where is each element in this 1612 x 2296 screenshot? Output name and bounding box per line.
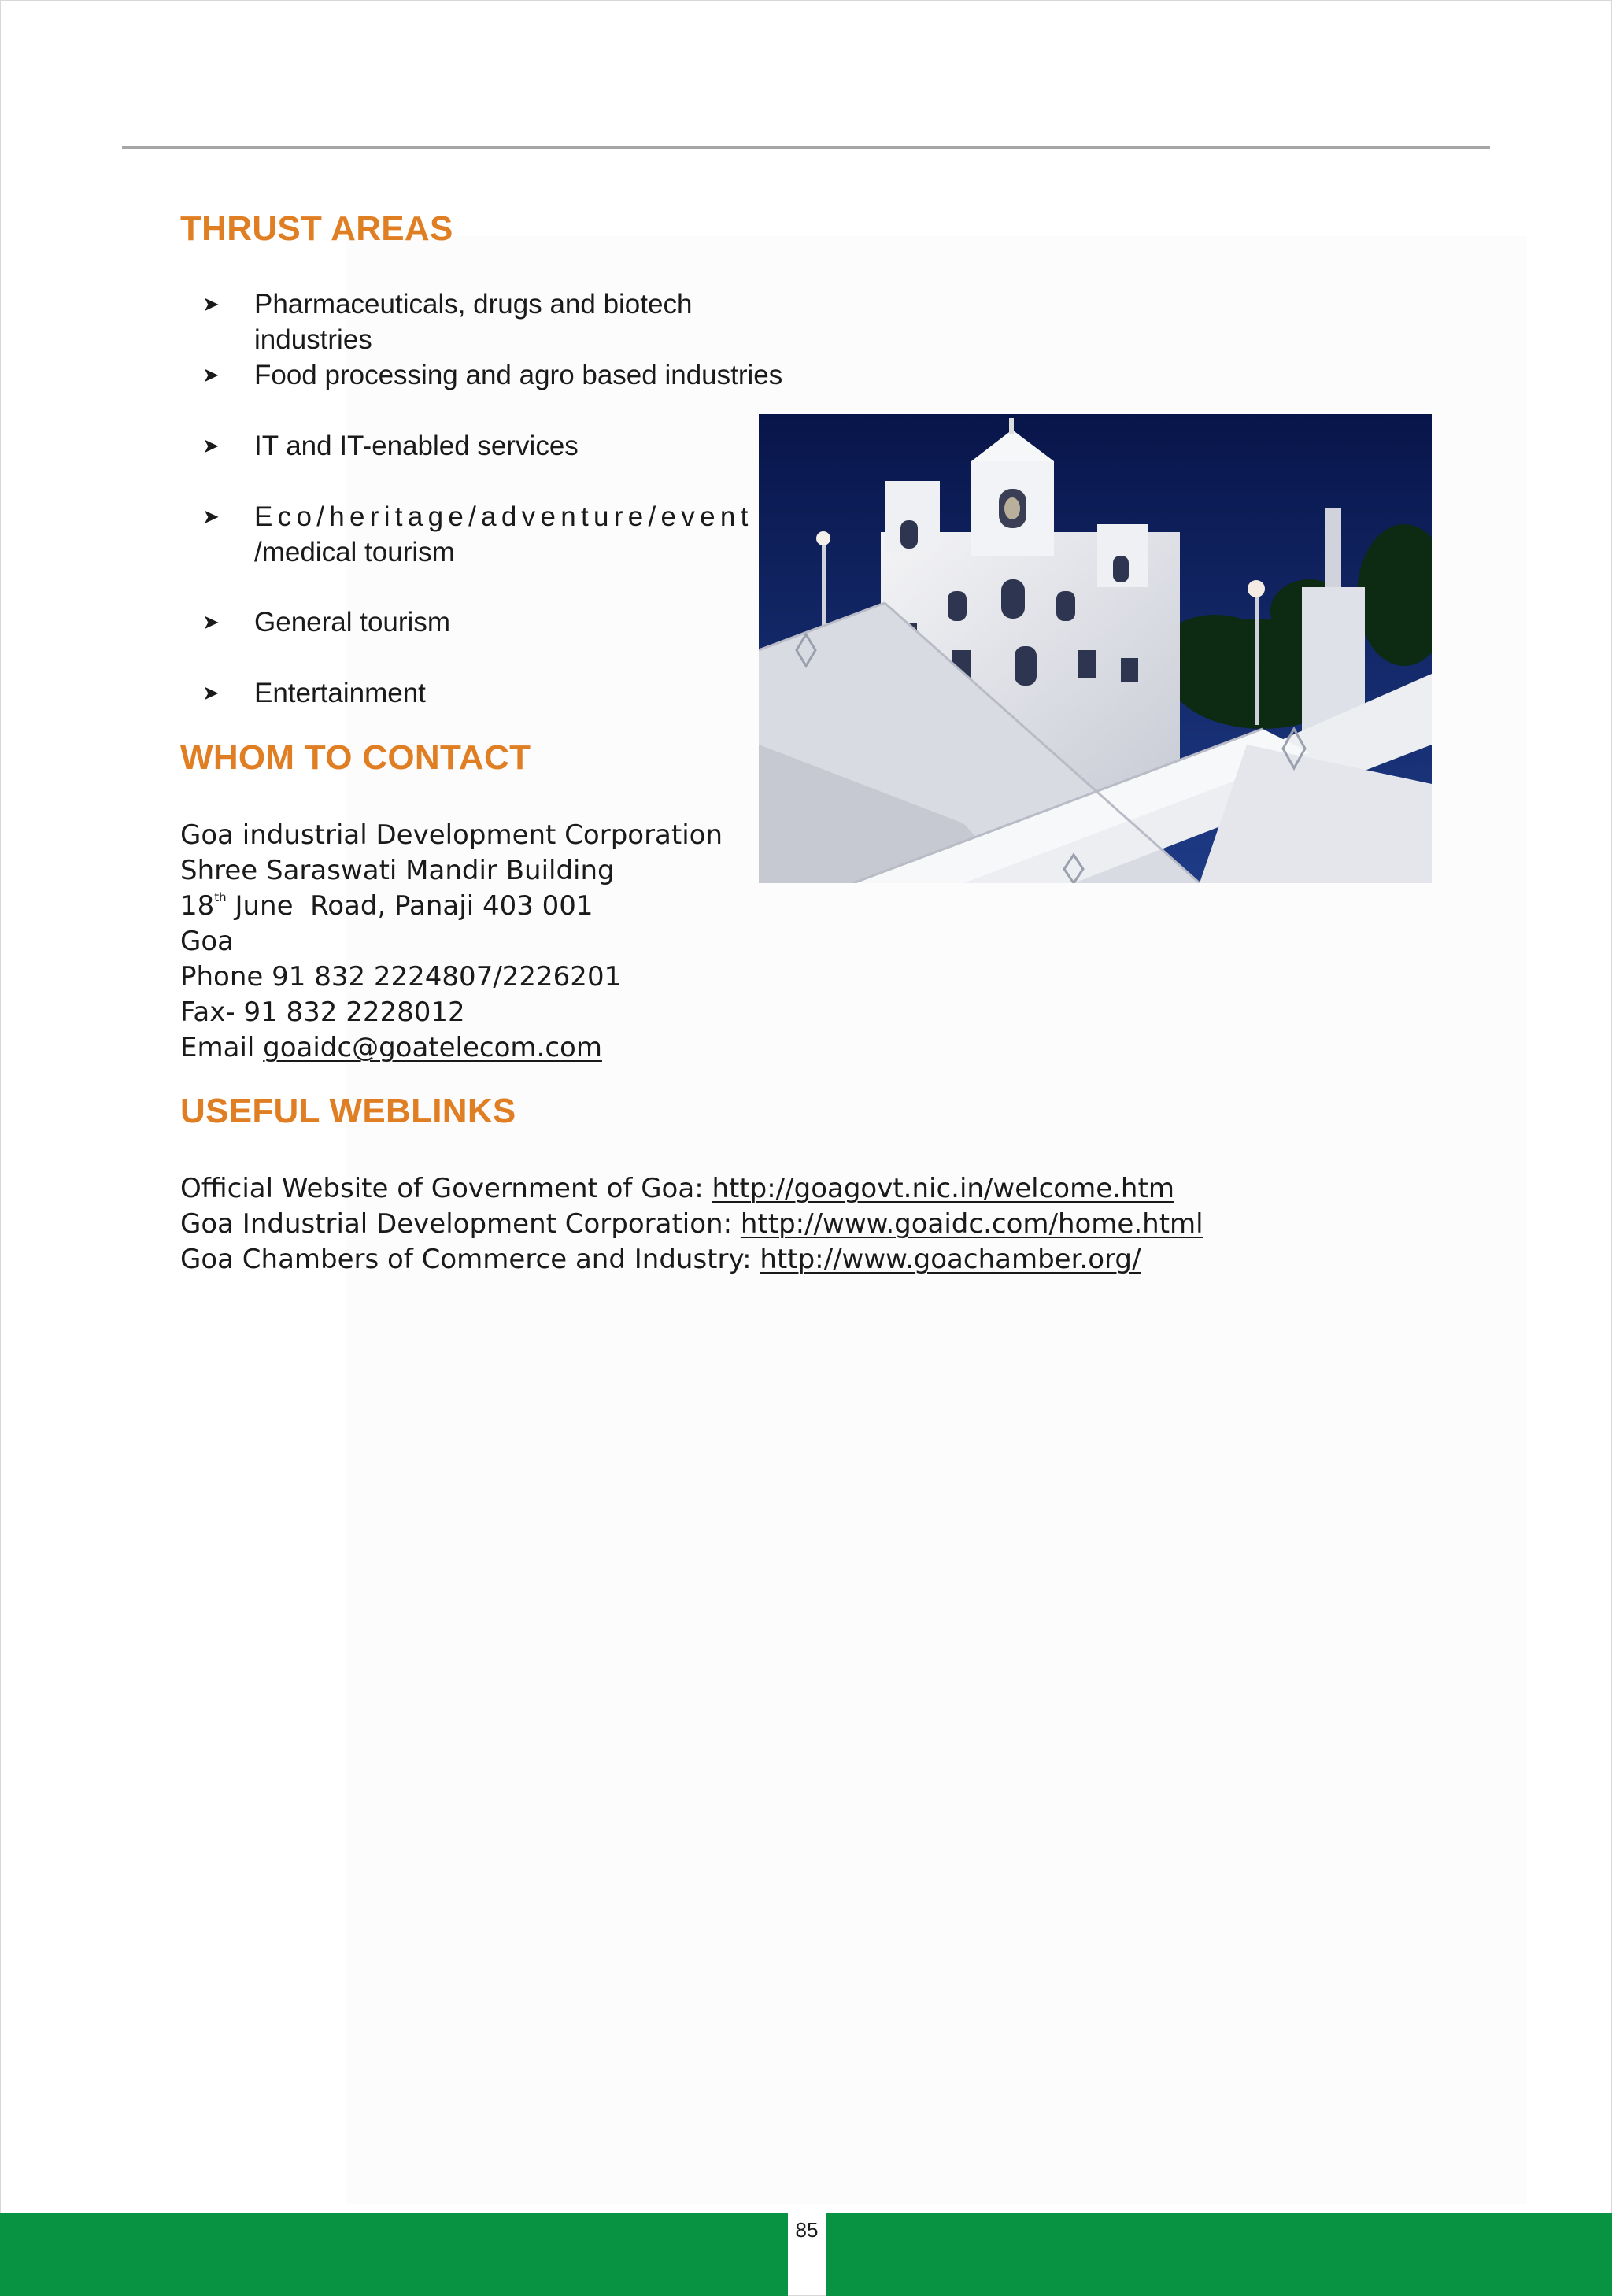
contact-road: 18th June Road, Panaji 403 001 [180, 890, 593, 922]
footer-bar-left [0, 2213, 788, 2296]
list-item-text: Pharmaceuticals, drugs and biotech industries [254, 289, 693, 355]
arrow-bullet-icon: ➤ [202, 682, 220, 705]
weblink-row [180, 1207, 1440, 1242]
arrow-bullet-icon: ➤ [202, 611, 220, 634]
top-divider [122, 146, 1490, 149]
contact-building: Shree Saraswati Mandir Building [180, 855, 615, 886]
weblinks-list [180, 1171, 1440, 1277]
contact-address [180, 818, 889, 1066]
arrow-bullet-icon: ➤ [202, 364, 220, 387]
weblink-label: Goa Industrial Development Corporation: [180, 1208, 741, 1240]
contact-organization: Goa industrial Development Corporation [180, 819, 723, 851]
list-item-text-line1: Eco/heritage/adventure/event [254, 501, 753, 532]
church-photo [759, 414, 1432, 883]
goaidc-link[interactable]: http://www.goaidc.com/home.html [740, 1208, 1203, 1240]
footer-bar-right [826, 2213, 1612, 2296]
weblink-label: Goa Chambers of Commerce and Industry: [180, 1244, 760, 1275]
weblink-row [180, 1242, 1440, 1277]
contact-state: Goa [180, 926, 234, 957]
goa-chamber-link[interactable]: http://www.goachamber.org/ [760, 1244, 1141, 1275]
arrow-bullet-icon: ➤ [202, 293, 220, 316]
list-item-text: General tourism [254, 607, 450, 638]
list-item-text: IT and IT-enabled services [254, 431, 579, 461]
list-item-text [254, 499, 789, 570]
goa-government-link[interactable]: http://goagovt.nic.in/welcome.htm [712, 1173, 1174, 1204]
whom-to-contact-heading: WHOM TO CONTACT [180, 738, 531, 777]
contact-phone: Phone 91 832 2224807/2226201 [180, 961, 622, 993]
email-label: Email [180, 1032, 264, 1063]
contact-fax: Fax- 91 832 2228012 [180, 996, 465, 1028]
list-item-text: Entertainment [254, 678, 426, 708]
list-item-text-line2: /medical tourism [254, 537, 455, 568]
arrow-bullet-icon: ➤ [202, 505, 220, 529]
list-item-text: Food processing and agro based industries [254, 360, 783, 390]
weblink-label: Official Website of Government of Goa: [180, 1173, 712, 1204]
thrust-areas-heading: THRUST AREAS [180, 209, 453, 248]
contact-email-row [180, 1030, 889, 1066]
page-number: 85 [795, 2218, 819, 2242]
useful-weblinks-heading: USEFUL WEBLINKS [180, 1092, 516, 1130]
email-link[interactable]: goaidc@goatelecom.com [263, 1032, 602, 1063]
arrow-bullet-icon: ➤ [202, 434, 220, 458]
weblink-row [180, 1171, 1440, 1207]
